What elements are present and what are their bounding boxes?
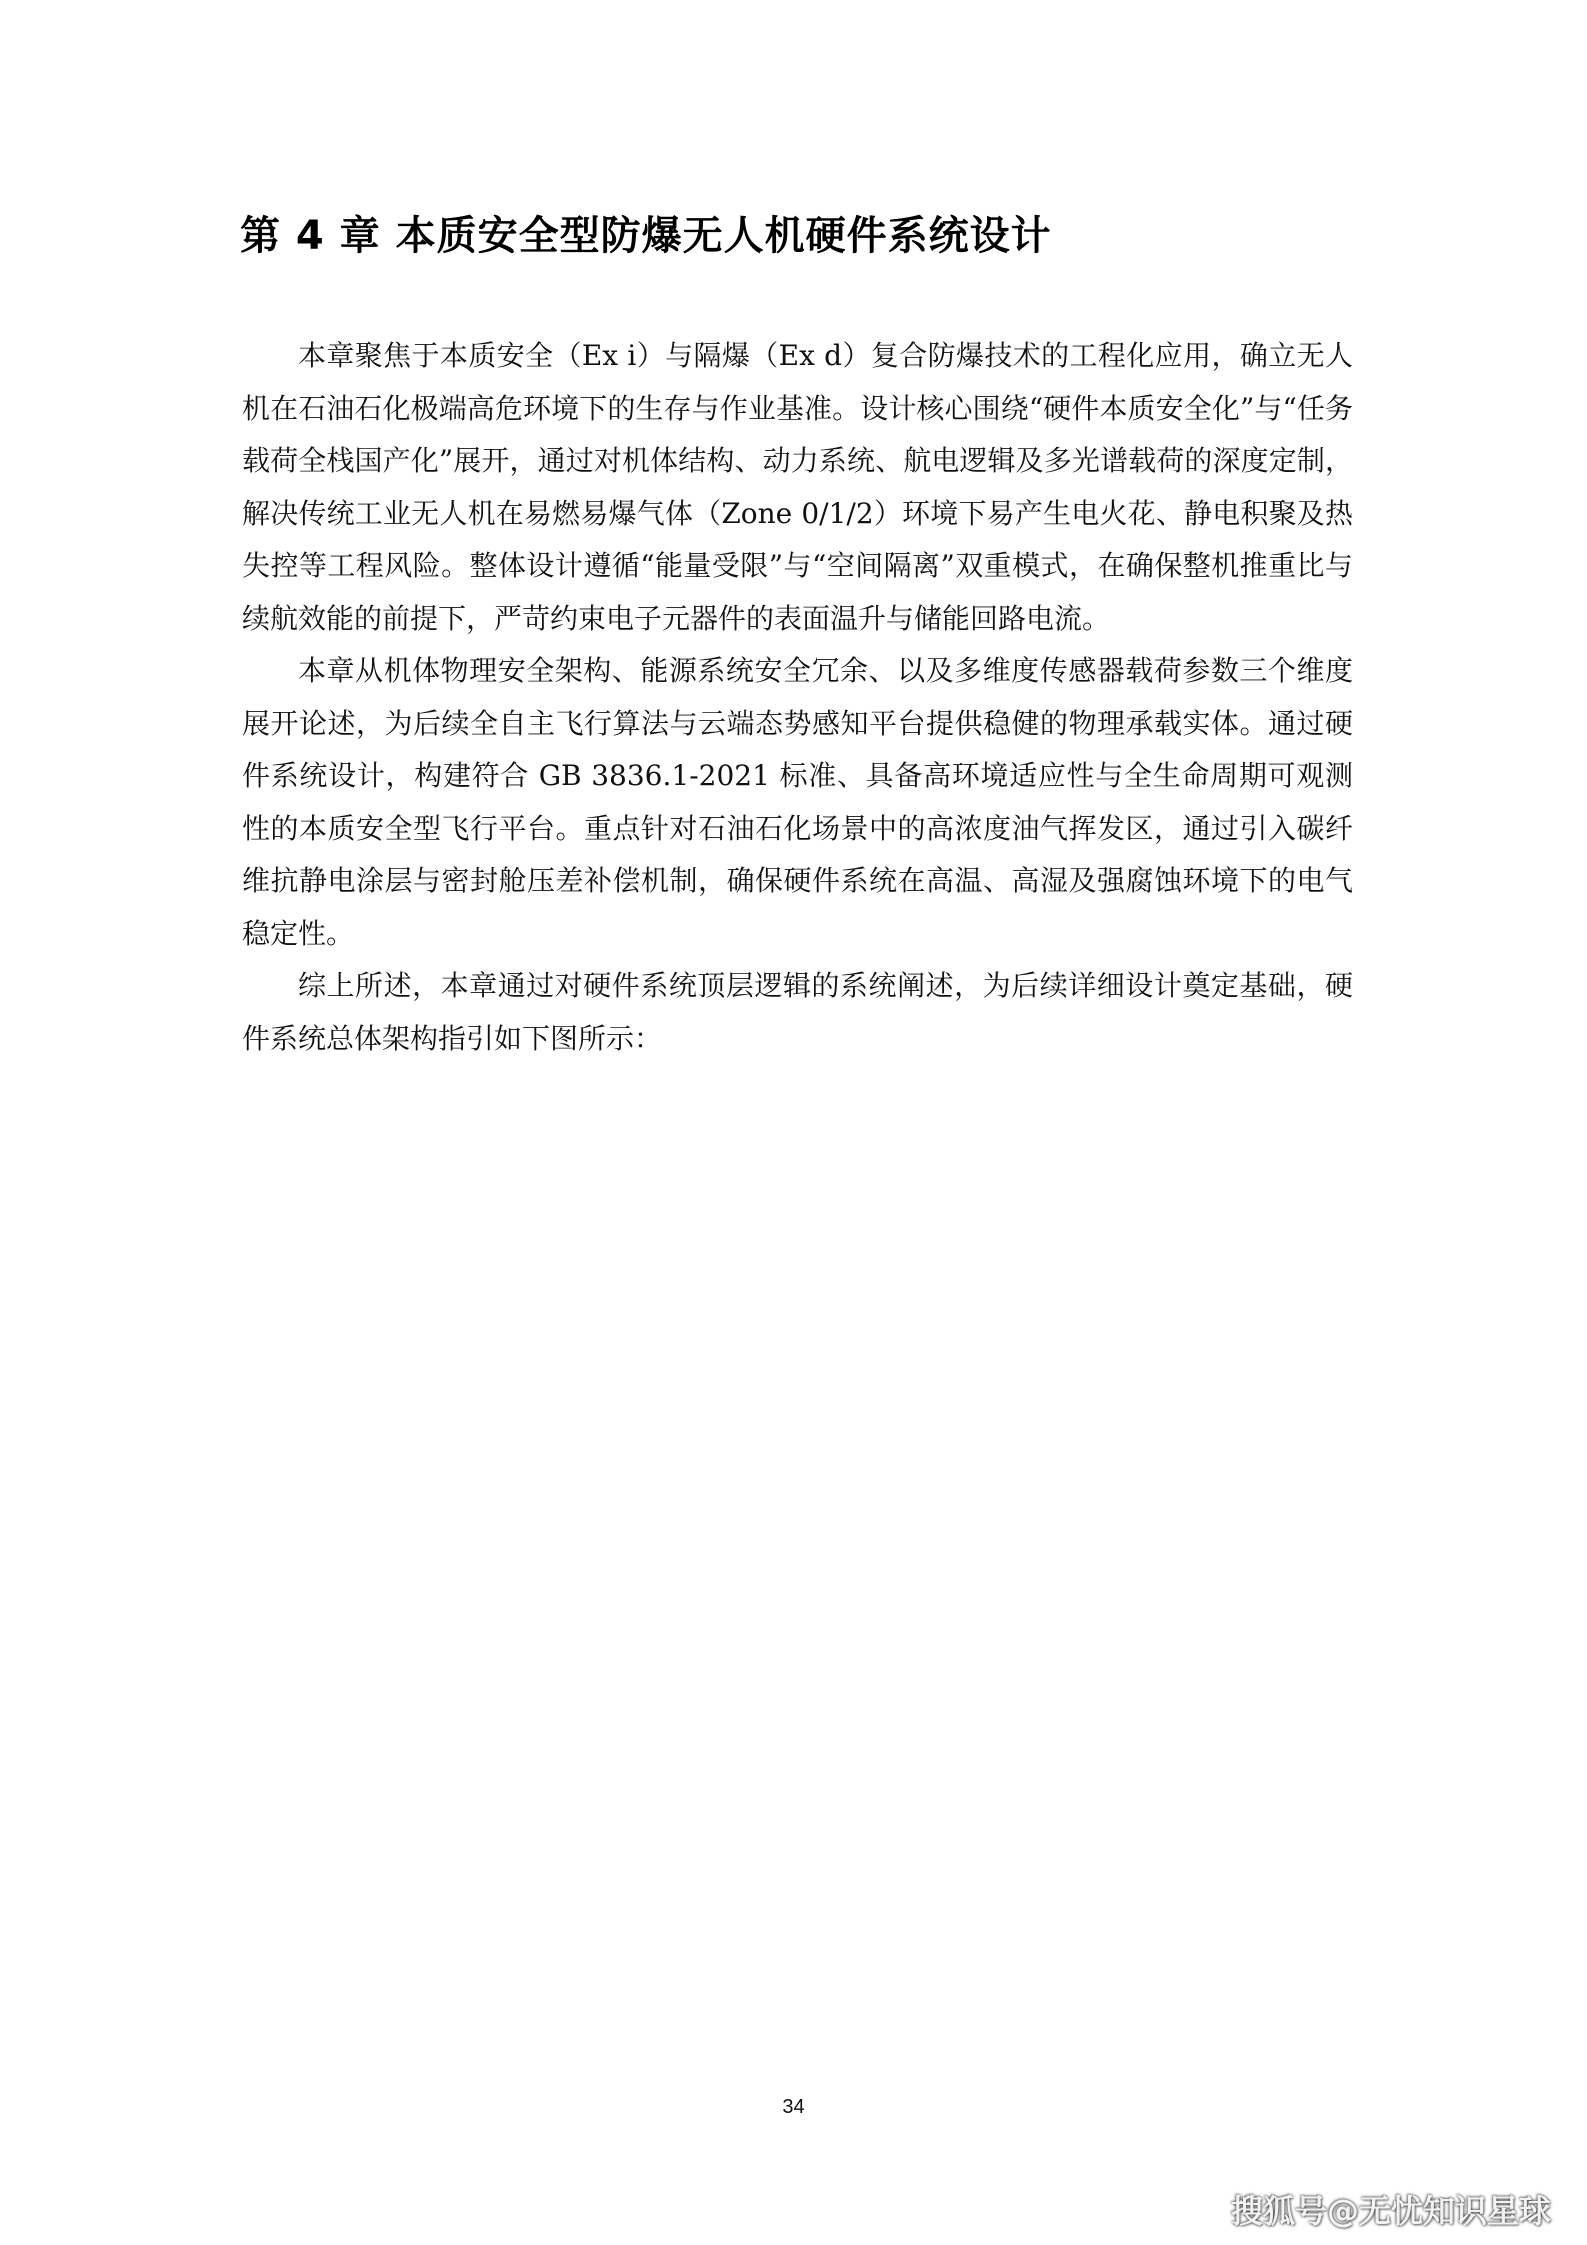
body-paragraph-1: 本章聚焦于本质安全（Ex i）与隔爆（Ex d）复合防爆技术的工程化应用，确立无人机在石油石化极端高危环境下的生存与作业基准。设计核心围绕“硬件本质安全化”与“任务载荷全栈国产化”展开，通过对机体结构、动力系统、航电逻辑及多光谱载荷的深度定制，解决传统工业无人机在易燃易爆气体（Zone 0/1/2）环境下易产生电火花、静电积聚及热失控等工程风险。整体设计遵循“能量受限”与“空间隔离”双重模式，在确保整机推重比与续航效能的前提下，严苛约束电子元器件的表面温升与储能回路电流。 — [242, 339, 1353, 635]
body-paragraph-2: 本章从机体物理安全架构、能源系统安全冗余、以及多维度传感器载荷参数三个维度展开论述，为后续全自主飞行算法与云端态势感知平台提供稳健的物理承载实体。通过硬件系统设计，构建符合 GB 3836.1-2021 标准、具备高环境适应性与全生命周期可观测性的本质安全型飞行平台。重点针对石油石化场景中的高浓度油气挥发区，通过引入碳纤维抗静电涂层与密封舱压差补偿机制，确保硬件系统在高温、高湿及强腐蚀环境下的电气稳定性。 — [242, 654, 1353, 950]
chapter-body — [242, 330, 1353, 1065]
chapter-title: 第 4 章 本质安全型防爆无人机硬件系统设计 — [240, 213, 1052, 259]
sohu-watermark: 搜狐号@无忧知识星球 — [1230, 2192, 1551, 2230]
body-paragraph-3: 综上所述，本章通过对硬件系统顶层逻辑的系统阐述，为后续详细设计奠定基础，硬件系统总体架构指引如下图所示： — [242, 969, 1353, 1055]
page-number: 34 — [782, 2096, 805, 2118]
